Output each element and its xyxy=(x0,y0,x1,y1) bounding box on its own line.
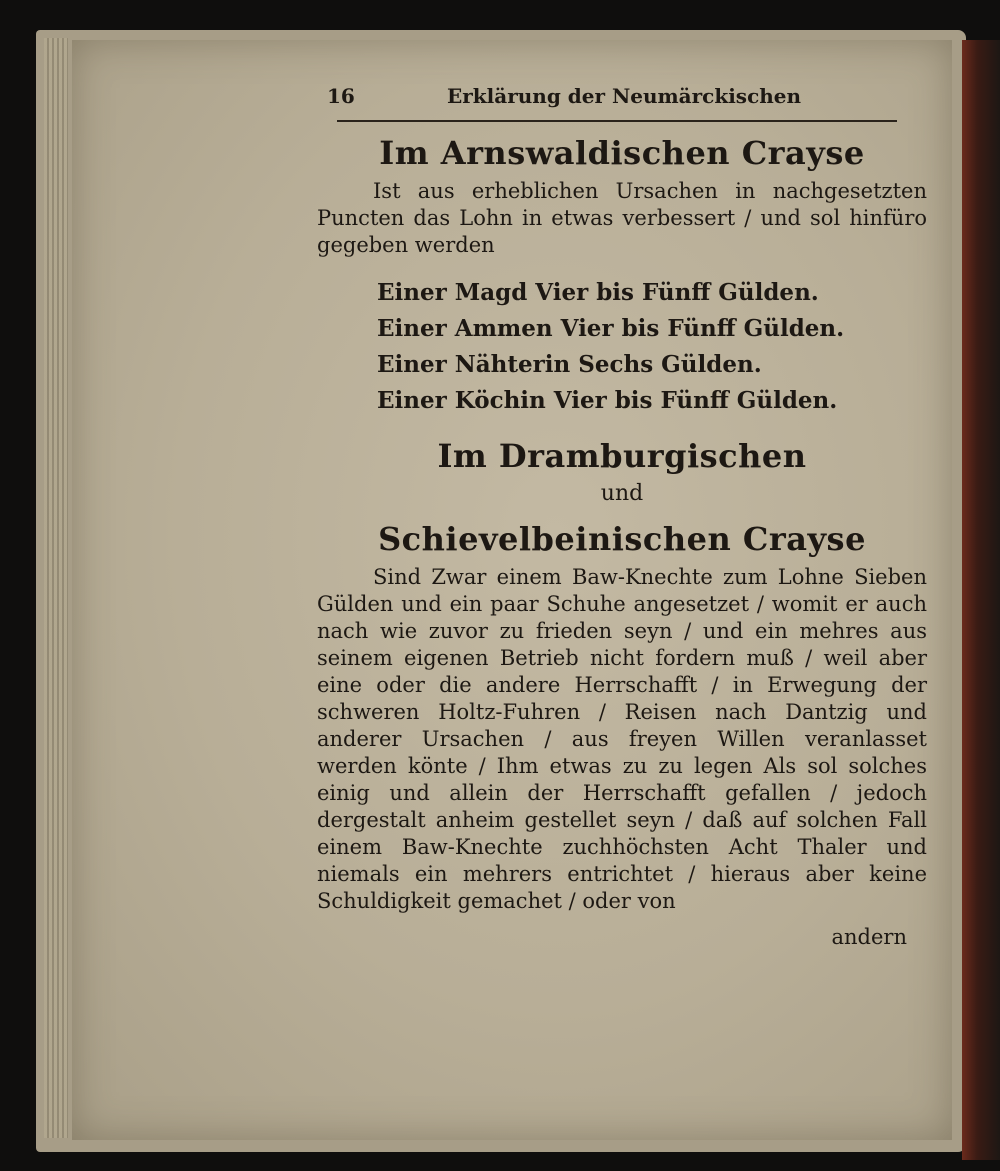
page-number: 16 xyxy=(327,84,355,108)
running-head: Erklärung der Neumärckischen xyxy=(447,84,802,108)
wage-item-naehterin: Einer Nähterin Sechs Gülden. xyxy=(377,351,762,378)
section-heading-schievelbein: Schievelbeinischen Crayse xyxy=(378,520,866,558)
header-rule xyxy=(337,120,897,122)
wage-item-magd: Einer Magd Vier bis Fünff Gülden. xyxy=(377,279,819,306)
wage-item-koechin: Einer Köchin Vier bis Fünff Gülden. xyxy=(377,387,838,414)
heading-conjunction: und xyxy=(600,481,644,506)
page-content xyxy=(317,80,927,949)
section-heading-arnswald: Im Arnswaldischen Crayse xyxy=(379,134,865,172)
book-page xyxy=(72,40,952,1140)
section-text-dramburg: Sind Zwar einem Baw-Knechte zum Lohne Sieben Gülden und ein paar Schuhe angesetzet / womit er auch nach wie zuvor zu frieden seyn / und ein mehres aus seinem eigenen Betrieb nicht fordern muß / weil aber eine oder die andere Herrschafft / in Erwegung der schweren Holtz-Fuhren / Reisen nach Dantzig und anderer Ursachen / aus freyen Willen veranlasset werden könte / Ihm etwas zu zu legen Als sol solches einig und allein der Herrschafft gefallen / jedoch dergestalt anheim gestellet seyn / daß auf solchen Fall einem Baw-Knechte zuchhöchsten Acht Thaler und niemals ein mehrers entrichtet / hieraus aber keine Schuldigkeit gemachet / oder von xyxy=(317,565,927,913)
wage-list xyxy=(377,275,927,419)
catchword: andern xyxy=(831,925,907,949)
section-heading-dramburg: Im Dramburgischen xyxy=(437,437,807,475)
wage-item-ammen: Einer Ammen Vier bis Fünff Gülden. xyxy=(377,315,845,342)
book-spine xyxy=(962,40,1000,1160)
section-text-arnswald: Ist aus erheblichen Ursachen in nachgesetzten Puncten das Lohn in etwas verbessert / und sol hinfüro gegeben werden xyxy=(317,179,927,257)
page-header xyxy=(317,80,927,116)
page-edges xyxy=(44,38,68,1138)
